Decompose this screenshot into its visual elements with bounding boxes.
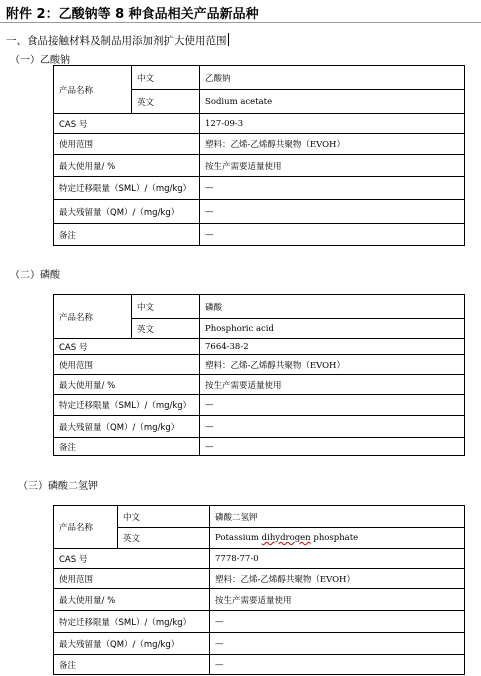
note-value: — bbox=[210, 655, 465, 675]
en-value-part-3: phosphate bbox=[310, 533, 359, 543]
cas-value: 7664-38-2 bbox=[200, 339, 465, 355]
spellcheck-word[interactable]: dihydrogen bbox=[261, 533, 311, 543]
qm-label: 最大残留量（QM）/（mg/kg） bbox=[54, 200, 200, 224]
max-use-label: 最大使用量/ % bbox=[54, 375, 200, 395]
qm-value: — bbox=[210, 633, 465, 655]
en-label: 英文 bbox=[132, 90, 200, 114]
scope-value: 塑料：乙烯-乙烯醇共聚物（EVOH） bbox=[210, 569, 465, 589]
qm-label: 最大残留量（QM）/（mg/kg） bbox=[54, 633, 210, 655]
sml-label: 特定迁移限量（SML）/（mg/kg） bbox=[54, 395, 200, 416]
item-heading-phosphoric-acid: （二）磷酸 bbox=[10, 270, 60, 281]
cn-value: 乙酸钠 bbox=[200, 66, 465, 90]
cn-value: 磷酸二氢钾 bbox=[210, 506, 465, 528]
cas-label: CAS 号 bbox=[54, 549, 210, 569]
document-title: 附件 2：乙酸钠等 8 种食品相关产品新品种 bbox=[6, 7, 259, 22]
scope-value: 塑料：乙烯-乙烯醇共聚物（EVOH） bbox=[200, 134, 465, 155]
cn-label: 中文 bbox=[132, 66, 200, 90]
en-label: 英文 bbox=[118, 528, 210, 549]
cn-value: 磷酸 bbox=[200, 295, 465, 319]
note-label: 备注 bbox=[54, 438, 200, 456]
name-label: 产品名称 bbox=[54, 506, 118, 549]
note-value: — bbox=[200, 224, 465, 246]
cn-label: 中文 bbox=[118, 506, 210, 528]
name-label: 产品名称 bbox=[54, 295, 132, 339]
sml-value: — bbox=[200, 177, 465, 200]
note-label: 备注 bbox=[54, 655, 210, 675]
header-divider bbox=[0, 22, 481, 23]
scope-label: 使用范围 bbox=[54, 134, 200, 155]
sml-value: — bbox=[200, 395, 465, 416]
text-cursor bbox=[228, 33, 229, 46]
section-heading-text: 一、食品接触材料及制品用添加剂扩大使用范围 bbox=[6, 35, 227, 47]
note-value: — bbox=[200, 438, 465, 456]
spec-table-phosphoric-acid bbox=[53, 294, 465, 456]
qm-label: 最大残留量（QM）/（mg/kg） bbox=[54, 416, 200, 438]
spec-table-sodium-acetate bbox=[53, 65, 465, 246]
section-heading[interactable] bbox=[6, 33, 229, 48]
max-use-label: 最大使用量/ % bbox=[54, 155, 200, 177]
name-label: 产品名称 bbox=[54, 66, 132, 114]
sml-label: 特定迁移限量（SML）/（mg/kg） bbox=[54, 611, 210, 633]
en-label: 英文 bbox=[132, 319, 200, 339]
scope-value: 塑料：乙烯-乙烯醇共聚物（EVOH） bbox=[200, 355, 465, 375]
en-value bbox=[210, 528, 465, 549]
item-heading-potassium-dihydrogen-phosphate: （三）磷酸二氢钾 bbox=[18, 481, 98, 492]
max-use-value: 按生产需要适量使用 bbox=[200, 155, 465, 177]
cas-value: 7778-77-0 bbox=[210, 549, 465, 569]
max-use-value: 按生产需要适量使用 bbox=[200, 375, 465, 395]
max-use-label: 最大使用量/ % bbox=[54, 589, 210, 611]
qm-value: — bbox=[200, 416, 465, 438]
scope-label: 使用范围 bbox=[54, 355, 200, 375]
en-value-part-1: Potassium bbox=[215, 533, 262, 543]
max-use-value: 按生产需要适量使用 bbox=[210, 589, 465, 611]
en-value: Phosphoric acid bbox=[200, 319, 465, 339]
sml-label: 特定迁移限量（SML）/（mg/kg） bbox=[54, 177, 200, 200]
spec-table-potassium-dihydrogen-phosphate bbox=[53, 505, 465, 675]
note-label: 备注 bbox=[54, 224, 200, 246]
qm-value: — bbox=[200, 200, 465, 224]
cn-label: 中文 bbox=[132, 295, 200, 319]
cas-value: 127-09-3 bbox=[200, 114, 465, 134]
cas-label: CAS 号 bbox=[54, 339, 200, 355]
item-heading-sodium-acetate: （一）乙酸钠 bbox=[10, 55, 70, 66]
cas-label: CAS 号 bbox=[54, 114, 200, 134]
scope-label: 使用范围 bbox=[54, 569, 210, 589]
en-value: Sodium acetate bbox=[200, 90, 465, 114]
sml-value: — bbox=[210, 611, 465, 633]
